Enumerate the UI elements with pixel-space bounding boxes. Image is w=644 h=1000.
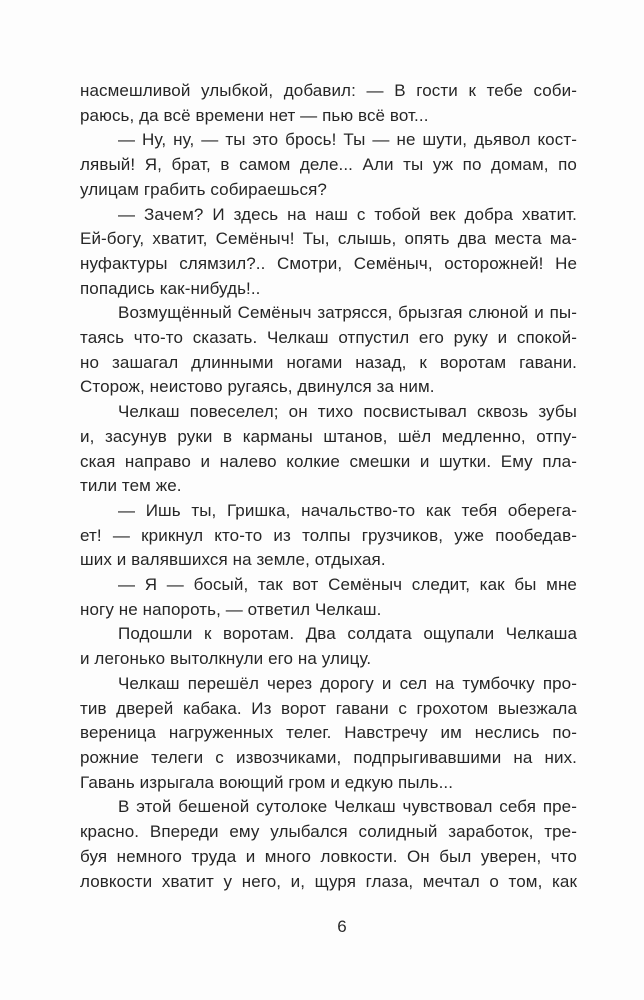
text-line: Челкаш перешёл через дорогу и сел на тумбочку про- (118, 673, 577, 693)
text-line: Челкаш повеселел; он тихо посвистывал сквозь зубы (118, 402, 577, 422)
text-line: рожние телеги с извозчиками, подпрыгивавшими на них. (80, 747, 577, 767)
text-line: ногу не напороть, — ответил Челкаш. (80, 599, 382, 619)
text-line: Подошли к воротам. Два солдата ощупали Челкаша (118, 624, 577, 644)
text-line: раюсь, да всё времени нет — пью всё вот... (80, 105, 429, 125)
page-number: 6 (337, 917, 347, 936)
text-line: тили тем же. (80, 476, 182, 496)
text-line: попадись как-нибудь!.. (80, 278, 261, 298)
text-line: Возмущённый Семёныч затрясся, брызгая слюной и пы- (118, 303, 577, 323)
text-line: но зашагал длинными ногами назад, к воротам гавани. (80, 352, 577, 372)
text-line: улицам грабить собираешься? (80, 179, 327, 199)
text-line: ших и валявшихся на земле, отдыхая. (80, 550, 386, 570)
text-line: Гавань изрыгала воющий гром и едкую пыль... (80, 772, 454, 792)
text-line: — Ишь ты, Гришка, начальство-то как тебя оберега- (118, 500, 577, 520)
text-line: — Я — босый, так вот Семёныч следит, как бы мне (118, 575, 577, 595)
text-line: и, засунув руки в карманы штанов, шёл медленно, отпу- (80, 426, 577, 446)
text-line: ет! — крикнул кто-то из толпы грузчиков, уже пообедав- (80, 525, 577, 545)
text-line: ская направо и налево колкие смешки и шутки. Ему пла- (80, 451, 577, 471)
text-block (80, 79, 577, 894)
text-line: красно. Впереди ему улыбался солидный заработок, тре- (80, 822, 577, 842)
text-line: Ей-богу, хватит, Семёныч! Ты, слышь, опять два места ма- (80, 229, 577, 249)
text-line: таясь что-то сказать. Челкаш отпустил его руку и спокой- (80, 328, 577, 348)
text-line: буя немного труда и много ловкости. Он был уверен, что (80, 846, 577, 866)
text-line: Сторож, неистово ругаясь, двинулся за ним. (80, 377, 435, 397)
text-line: — Ну, ну, — ты это брось! Ты — не шути, дьявол кост- (118, 130, 577, 150)
text-line: и легонько вытолкнули его на улицу. (80, 649, 372, 669)
text-line: В этой бешеной сутолоке Челкаш чувствовал себя пре- (118, 797, 577, 817)
text-line: насмешливой улыбкой, добавил: — В гости к тебе соби- (80, 81, 577, 100)
text-line: лявый! Я, брат, в самом деле... Али ты уж по домам, по (80, 155, 577, 175)
text-line: тив дверей кабака. Из ворот гавани с грохотом выезжала (80, 698, 577, 718)
text-line: ловкости хватит у него, и, щуря глаза, мечтал о том, как (80, 871, 577, 891)
text-line: — Зачем? И здесь на наш с тобой век добра хватит. (118, 204, 577, 224)
text-line: нуфактуры слямзил?.. Смотри, Семёныч, осторожней! Не (80, 253, 577, 273)
text-line: вереница нагруженных телег. Навстречу им неслись по- (80, 723, 577, 743)
